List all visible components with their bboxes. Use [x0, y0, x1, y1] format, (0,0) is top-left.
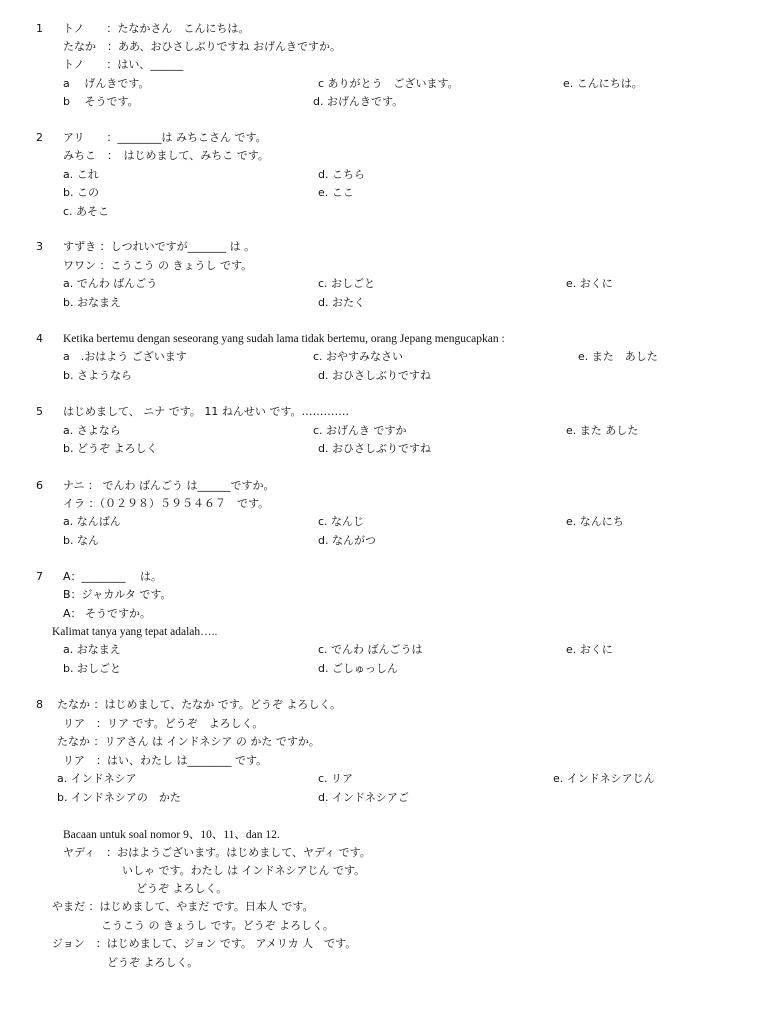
question-line: トノ ：はい、______ [63, 58, 184, 71]
answer-option: a. おなまえ [63, 643, 121, 656]
answer-option: b. どうぞ よろしく [63, 442, 158, 455]
answer-option: b. おなまえ [63, 296, 121, 309]
reading-line: こうこう の きょうし です。どうぞ よろしく。 [101, 919, 334, 932]
question-number: 6 [36, 479, 43, 492]
question-line: Ketika bertemu dengan seseorang yang sudah lama tidak bertemu, orang Jepang mengucapkan : [63, 333, 505, 345]
answer-option: e. また あした [578, 350, 658, 363]
answer-option: d. なんがつ [318, 534, 376, 547]
answer-option: a. なんばん [63, 515, 121, 528]
question-number: 8 [36, 698, 43, 711]
answer-option: e. おくに [566, 277, 613, 290]
answer-option: d. こちら [318, 168, 365, 181]
question-number: 3 [36, 240, 43, 253]
answer-option: a. インドネシア [57, 772, 137, 785]
question-number: 2 [36, 131, 43, 144]
answer-option: b. さようなら [63, 369, 132, 382]
answer-option: e. こんにちは。 [563, 77, 643, 90]
answer-option: a. でんわ ばんごう [63, 277, 158, 290]
answer-option: b. この [63, 186, 99, 199]
question-line: はじめまして、 ニナ です。 11 ねんせい です。…………. [63, 405, 349, 418]
reading-title: Bacaan untuk soal nomor 9、10、11、dan 12. [63, 829, 280, 841]
question-line: A： そうですか。 [63, 607, 152, 620]
answer-option: c. おしごと [318, 277, 376, 290]
question-line: リア ：はい、わたし は________ です。 [63, 754, 268, 767]
question-line: A：________ は。 [63, 570, 163, 583]
answer-option: c. あそこ [63, 205, 110, 218]
question-number: 4 [36, 332, 43, 345]
answer-option: d. ごしゅっしん [318, 662, 398, 675]
answer-option: c. おげんき ですか [313, 424, 407, 437]
answer-option: c. でんわ ばんごうは [318, 643, 423, 656]
answer-option: c. リア [318, 772, 354, 785]
answer-option: d. おひさしぶりですね [318, 369, 431, 382]
question-line: みちこ ： はじめまして、みちこ です。 [63, 149, 269, 162]
question-line: ナニ ： でんわ ばんごう は______ですか。 [63, 479, 275, 492]
question-line: たなか ：リアさん は インドネシア の かた ですか。 [57, 735, 320, 748]
answer-option: e. また あした [566, 424, 639, 437]
question-number: 7 [36, 570, 43, 583]
question-line: たなか ：ああ、おひさしぶりですね おげんきですか。 [63, 40, 342, 53]
question-line: トノ ：たなかさん こんにちは。 [63, 22, 250, 35]
answer-option: d. インドネシアご [318, 791, 409, 804]
answer-option: c. なんじ [318, 515, 365, 528]
question-line: ワワン ：こうこう の きょうし です。 [63, 259, 253, 272]
reading-line: いしゃ です。わたし は インドネシアじん です。 [122, 864, 366, 877]
question-number: 5 [36, 405, 43, 418]
reading-line: ヤディ ：おはようございます。はじめまして、ヤディ です。 [63, 846, 371, 859]
reading-line: ジョン ：はじめまして、ジョン です。 アメリカ 人 です。 [52, 937, 357, 950]
question-line: リア ：リア です。どうぞ よろしく。 [63, 717, 264, 730]
answer-option: d. おひさしぶりですね [318, 442, 431, 455]
question-line: すずき ：しつれいですが_______ は 。 [63, 240, 256, 253]
question-line: イラ ：（０２９８）５９５４６７ です。 [63, 497, 270, 510]
answer-option: b. なん [63, 534, 99, 547]
answer-option: c. おやすみなさい [313, 350, 404, 363]
answer-option: a. これ [63, 168, 99, 181]
answer-option: c ありがとう ございます。 [318, 77, 459, 90]
answer-option: e. なんにち [566, 515, 624, 528]
answer-option: d. おたく [318, 296, 365, 309]
answer-option: e. おくに [566, 643, 613, 656]
answer-option: a .おはよう ございます [63, 350, 187, 363]
answer-option: d. おげんきです。 [313, 95, 404, 108]
answer-option: b. インドネシアの かた [57, 791, 181, 804]
question-line: たなか ：はじめまして、たなか です。どうぞ よろしく。 [57, 698, 342, 711]
answer-option: a. さよなら [63, 424, 121, 437]
answer-option: e. インドネシアじん [553, 772, 655, 785]
question-number: 1 [36, 22, 43, 35]
question-line: アリ ：________は みちこさん です。 [63, 131, 267, 144]
reading-line: どうぞ よろしく。 [107, 956, 199, 969]
answer-option: b. おしごと [63, 662, 121, 675]
question-line: Kalimat tanya yang tepat adalah….. [52, 626, 218, 638]
reading-line: やまだ ：はじめまして、やまだ です。日本人 です。 [52, 900, 314, 913]
answer-option: a げんきです。 [63, 77, 150, 90]
answer-option: b そうです。 [63, 95, 139, 108]
question-line: B：ジャカルタ です。 [63, 588, 172, 601]
answer-option: e. ここ [318, 186, 354, 199]
reading-line: どうぞ よろしく。 [136, 882, 228, 895]
